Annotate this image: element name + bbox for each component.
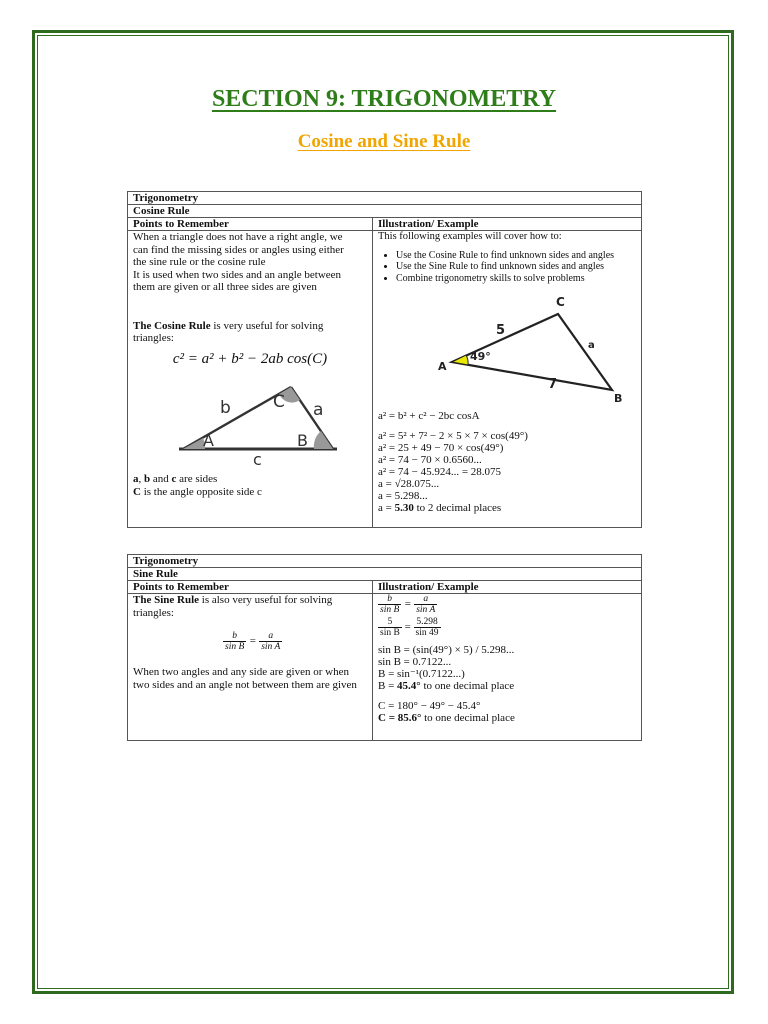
sine-rule-table — [127, 554, 642, 741]
cosine-rule-note: The Cosine Rule is very useful for solving triangles: — [133, 319, 324, 344]
points-cell — [128, 231, 373, 528]
label-B: B — [614, 392, 623, 405]
label-C: C — [556, 295, 565, 309]
table-heading: Trigonometry — [128, 555, 642, 568]
sine-rule-formula: $\frac{b}{\text{sin B}}$ = $\frac{a}{\text{sin A}}$ — [225, 631, 281, 652]
calc-line: sin B = (sin(49°) × 5) / 5.298... — [378, 644, 515, 656]
table-heading: Trigonometry — [128, 192, 642, 205]
calc-line: a² = 74 − 45.924... = 28.075 — [378, 466, 502, 478]
calc-line: a² = b² + c² − 2bc cosA — [378, 410, 480, 422]
sides-note: a, b and c are sides — [133, 473, 218, 485]
illustration-cell — [373, 594, 642, 741]
sine-rule-usage: When two angles and any side are given or when two sides and an angle not between them are given — [133, 666, 357, 691]
intro-text: When a triangle does not have a right angle, we can find the missing sides or angles using either the sine rule or the cosine rule It is used when two sides and an angle between them are given or all three sides are given — [133, 231, 344, 293]
calc-line: a = √28.075... — [378, 478, 440, 490]
side-7-label: 7 — [548, 377, 558, 392]
examples-intro: This following examples will cover how to: — [378, 231, 562, 242]
list-item: • Use the Cosine Rule to find unknown sides and angles — [396, 250, 636, 262]
calc-line: a² = 25 + 49 − 70 × cos(49°) — [378, 442, 504, 454]
label-b: b — [220, 398, 231, 418]
calc-line: a = 5.298... — [378, 490, 428, 502]
illustration-cell — [373, 231, 642, 528]
triangle-diagram — [173, 373, 343, 469]
table-subheading: Sine Rule — [128, 568, 642, 581]
calc-line: C = 180° − 49° − 45.4° — [378, 700, 481, 712]
calc-line: a² = 74 − 70 × 0.6560... — [378, 454, 482, 466]
calc-line: sin B = 0.7122... — [378, 656, 452, 668]
calc-result: a = 5.30 to 2 decimal places — [378, 502, 502, 514]
example-formula: $\frac{b}{\text{sin B}}$ = $\frac{a}{\text{sin A}}$ — [380, 594, 436, 615]
examples-list — [378, 250, 636, 285]
label-A: A — [203, 431, 214, 450]
table-subheading: Cosine Rule — [128, 205, 642, 218]
column-header-points: Points to Remember — [128, 581, 373, 594]
points-cell — [128, 594, 373, 741]
column-header-illustration: Illustration/ Example — [373, 218, 642, 231]
sine-calculation — [378, 644, 636, 724]
label-B: B — [297, 431, 308, 450]
calc-result: B = 45.4° to one decimal place — [378, 680, 515, 692]
column-header-points: Points to Remember — [128, 218, 373, 231]
cosine-calculation — [378, 410, 636, 514]
label-a: a — [313, 400, 324, 420]
sine-rule-note: The Sine Rule is also very useful for solving triangles: — [133, 594, 333, 619]
page-subtitle: Cosine and Sine Rule — [297, 131, 471, 152]
calc-result: C = 85.6° to one decimal place — [378, 712, 515, 724]
label-c: c — [253, 450, 262, 469]
page-title: SECTION 9: TRIGONOMETRY — [211, 86, 557, 112]
side-a-label: a — [588, 340, 595, 351]
side-5-label: 5 — [496, 323, 506, 338]
label-A: A — [438, 360, 447, 373]
cosine-rule-table — [127, 191, 642, 528]
angle-label: 49° — [470, 350, 491, 363]
list-item: • Combine trigonometry skills to solve problems — [396, 273, 636, 285]
cosine-rule-formula: c² = a² + b² − 2ab cos(C) — [172, 350, 328, 367]
angle-note: C is the angle opposite side c — [133, 485, 262, 498]
example-substitution: $\frac{5}{\text{sin B}}$ = $\frac{5.298}{\sin 49}$ — [380, 617, 439, 638]
calc-line: B = sin⁻¹(0.7122...) — [378, 668, 465, 680]
list-item: • Use the Sine Rule to find unknown sides and angles — [396, 261, 636, 273]
label-C: C — [273, 392, 285, 412]
example-triangle — [436, 290, 646, 405]
column-header-illustration: Illustration/ Example — [373, 581, 642, 594]
calc-line: a² = 5² + 7² − 2 × 5 × 7 × cos(49°) — [378, 430, 528, 442]
